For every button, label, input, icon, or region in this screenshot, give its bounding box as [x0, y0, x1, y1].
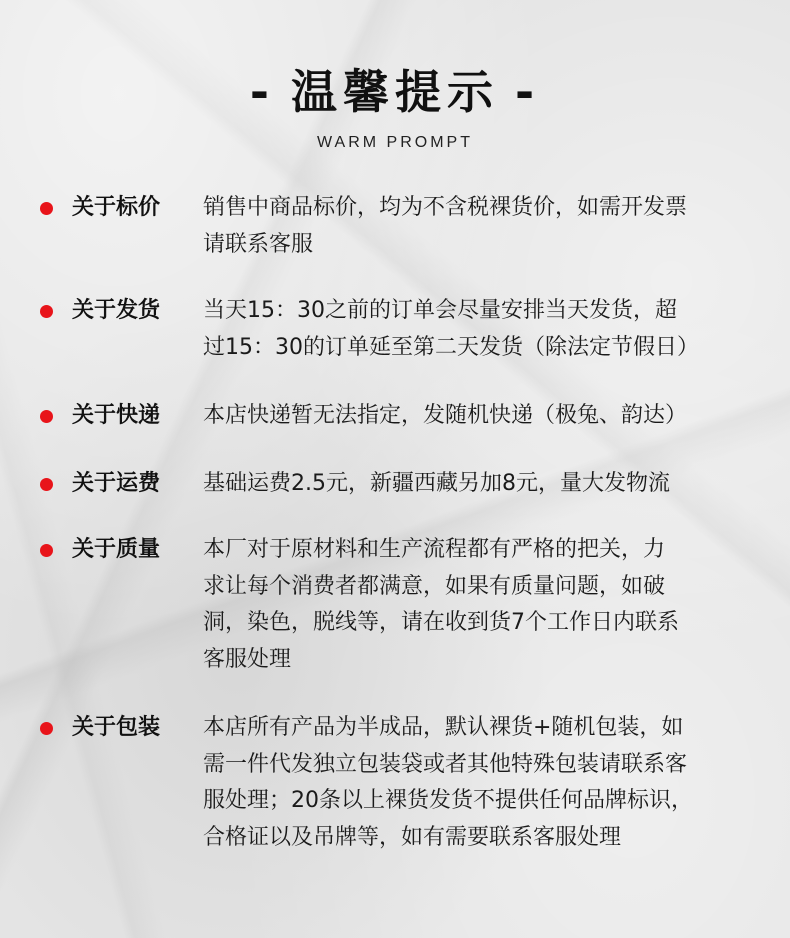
notice-text-line: 客服处理	[203, 646, 292, 672]
notice-text-line: 请联系客服	[203, 231, 314, 257]
notice-text	[203, 466, 763, 503]
notice-text-line: 基础运费2.5元，新疆西藏另加8元，量大发物流	[203, 471, 670, 496]
page-title	[0, 62, 790, 122]
notice-text	[203, 293, 763, 366]
notice-text	[203, 532, 763, 678]
notice-text-line: 求让每个消费者都满意，如果有质量问题，如破	[203, 573, 666, 599]
title-text: 温馨提示	[291, 65, 499, 119]
page-subtitle: WARM PROMPT	[317, 134, 473, 151]
notice-text-line: 本店所有产品为半成品，默认裸货+随机包装，如	[203, 715, 684, 740]
notice-text-line: 销售中商品标价，均为不含税裸货价，如需开发票	[203, 195, 688, 220]
notice-label: 关于发货	[72, 298, 161, 323]
notice-label: 关于包装	[72, 715, 161, 740]
notice-text-line: 洞，染色，脱线等，请在收到货7个工作日内联系	[203, 610, 679, 635]
bullet-dot-icon	[40, 305, 53, 318]
title-dash-right: -	[515, 65, 541, 119]
notice-text	[203, 398, 763, 435]
bullet-dot-icon	[40, 544, 53, 557]
notice-text-line: 本厂对于原材料和生产流程都有严格的把关，力	[203, 537, 666, 562]
header	[0, 0, 790, 152]
notice-text-line: 合格证以及吊牌等，如有需要联系客服处理	[203, 824, 622, 850]
notice-label: 关于标价	[72, 195, 161, 220]
bullet-dot-icon	[40, 722, 53, 735]
title-dash-left: -	[249, 65, 275, 119]
notice-text-line: 需一件代发独立包装袋或者其他特殊包装请联系客	[203, 751, 688, 777]
notice-label: 关于质量	[72, 537, 161, 562]
notice-text-line: 过15：30的订单延至第二天发货（除法定节假日）	[203, 334, 699, 360]
bullet-dot-icon	[40, 410, 53, 423]
notice-label: 关于运费	[72, 471, 161, 496]
notice-text-line: 服处理；20条以上裸货发货不提供任何品牌标识，	[203, 788, 693, 813]
notice-text	[203, 710, 763, 856]
notice-label: 关于快递	[72, 403, 161, 428]
bullet-dot-icon	[40, 478, 53, 491]
notice-text	[203, 190, 763, 263]
notice-text-line: 本店快递暂无法指定，发随机快递（极兔、韵达）	[203, 403, 688, 428]
notice-text-line: 当天15：30之前的订单会尽量安排当天发货，超	[203, 298, 677, 323]
bullet-dot-icon	[40, 202, 53, 215]
